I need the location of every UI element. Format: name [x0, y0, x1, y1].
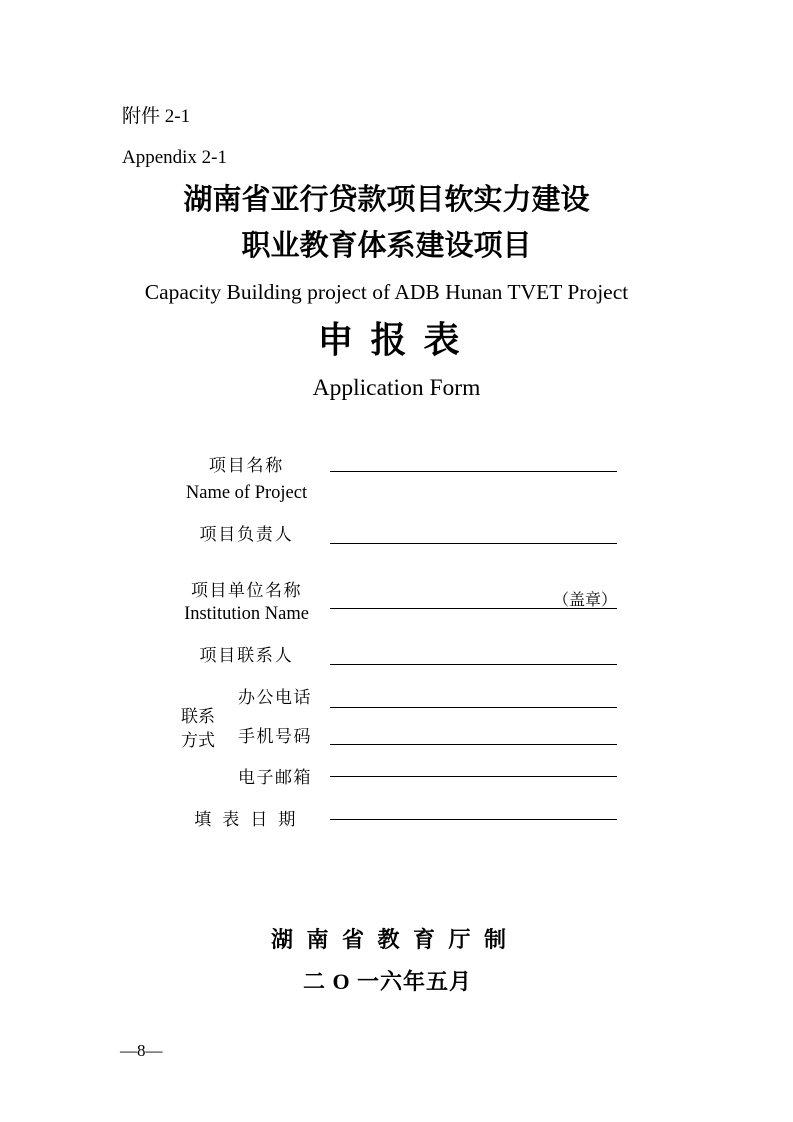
- institution-name-label-cn: 项目单位名称: [191, 581, 302, 600]
- institution-name-label-en: Institution Name: [184, 604, 309, 624]
- office-phone-label: 办公电话: [238, 688, 312, 707]
- office-phone-blank-line: [330, 707, 617, 708]
- contact-method-label-line1: 联系: [181, 707, 215, 726]
- attachment-number-cn: 附件 2-1: [122, 106, 191, 127]
- project-contact-label: 项目联系人: [199, 646, 294, 665]
- email-blank-line: [330, 776, 617, 777]
- project-title-cn-line2: 职业教育体系建设项目: [241, 230, 532, 262]
- project-name-blank-line: [330, 471, 617, 472]
- project-leader-blank-line: [330, 543, 617, 544]
- mobile-phone-blank-line: [330, 744, 617, 745]
- institution-name-blank-line: [330, 608, 617, 609]
- page-number: —8—: [120, 1041, 163, 1060]
- project-title-cn-line1: 湖南省亚行贷款项目软实力建设: [183, 184, 590, 216]
- project-name-label-en: Name of Project: [185, 483, 308, 503]
- form-title-cn: 申 报 表: [317, 320, 464, 360]
- attachment-number-en: Appendix 2-1: [122, 147, 228, 168]
- issuing-authority: 湖 南 省 教 育 厅 制: [270, 927, 510, 952]
- project-leader-label: 项目负责人: [199, 525, 294, 544]
- project-name-label-cn: 项目名称: [208, 456, 285, 475]
- mobile-phone-label: 手机号码: [238, 727, 312, 746]
- fill-date-label: 填 表 日 期: [194, 810, 299, 829]
- contact-method-label-line2: 方式: [181, 731, 215, 750]
- project-contact-blank-line: [330, 664, 617, 665]
- project-title-en: Capacity Building project of ADB Hunan TVET Project: [144, 280, 629, 304]
- issue-date: 二 O 一六年五月: [302, 969, 473, 994]
- fill-date-blank-line: [330, 819, 617, 820]
- stamp-note: （盖章）: [552, 592, 617, 609]
- email-label: 电子邮箱: [238, 768, 312, 787]
- form-title-en: Application Form: [312, 375, 481, 401]
